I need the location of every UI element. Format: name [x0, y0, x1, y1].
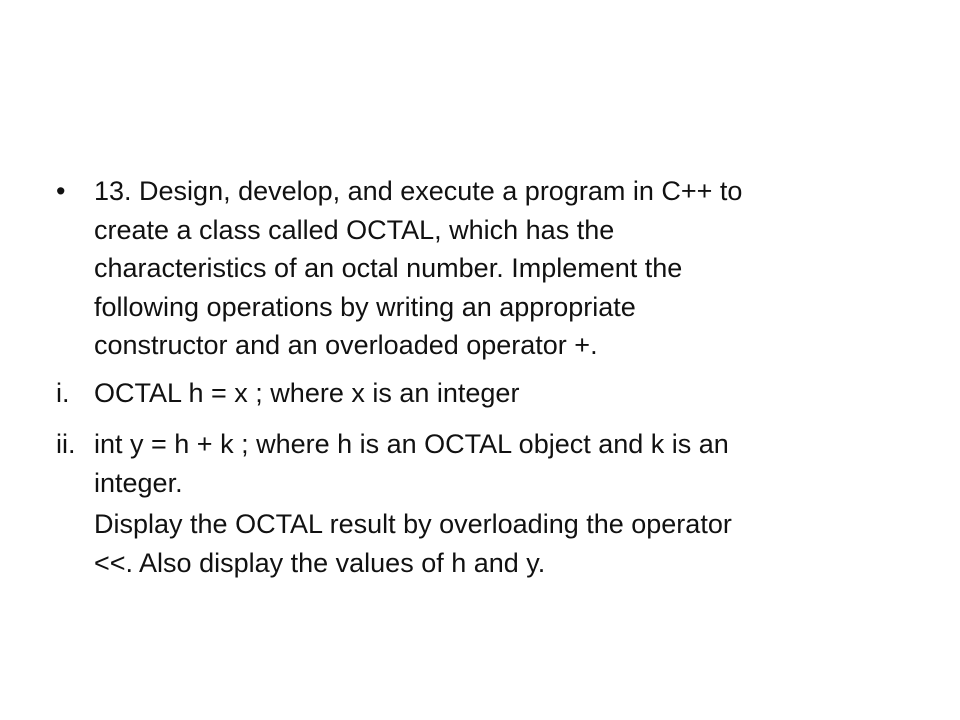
bullet-line-3: characteristics of an octal number. Implement the [94, 253, 683, 284]
display-note-line-1: Display the OCTAL result by overloading the operator [94, 509, 732, 539]
bullet-line-2: create a class called OCTAL, which has the [94, 214, 615, 245]
item-ii-line-2: integer. [94, 467, 183, 498]
item-i-text [94, 374, 909, 413]
bullet-line-5: constructor and an overloaded operator +. [94, 330, 598, 361]
bullet-marker: • [56, 176, 66, 206]
item-i-line-1: OCTAL h = x ; where x is an integer [94, 378, 520, 408]
main-bullet-paragraph [56, 172, 916, 365]
display-note-text [94, 505, 909, 582]
bullet-line-4: following operations by writing an appropriate [94, 291, 636, 322]
item-i [56, 374, 916, 413]
item-ii-text [94, 425, 909, 502]
item-ii-marker: ii. [56, 429, 76, 459]
display-note [56, 505, 916, 582]
display-note-line-2: <<. Also display the values of h and y. [94, 547, 546, 578]
bullet-text [94, 172, 909, 365]
bullet-line-1: 13. Design, develop, and execute a program in C++ to [94, 176, 743, 206]
item-ii-line-1: int y = h + k ; where h is an OCTAL object and k is an [94, 429, 729, 459]
item-i-marker: i. [56, 378, 70, 408]
item-ii [56, 425, 916, 502]
